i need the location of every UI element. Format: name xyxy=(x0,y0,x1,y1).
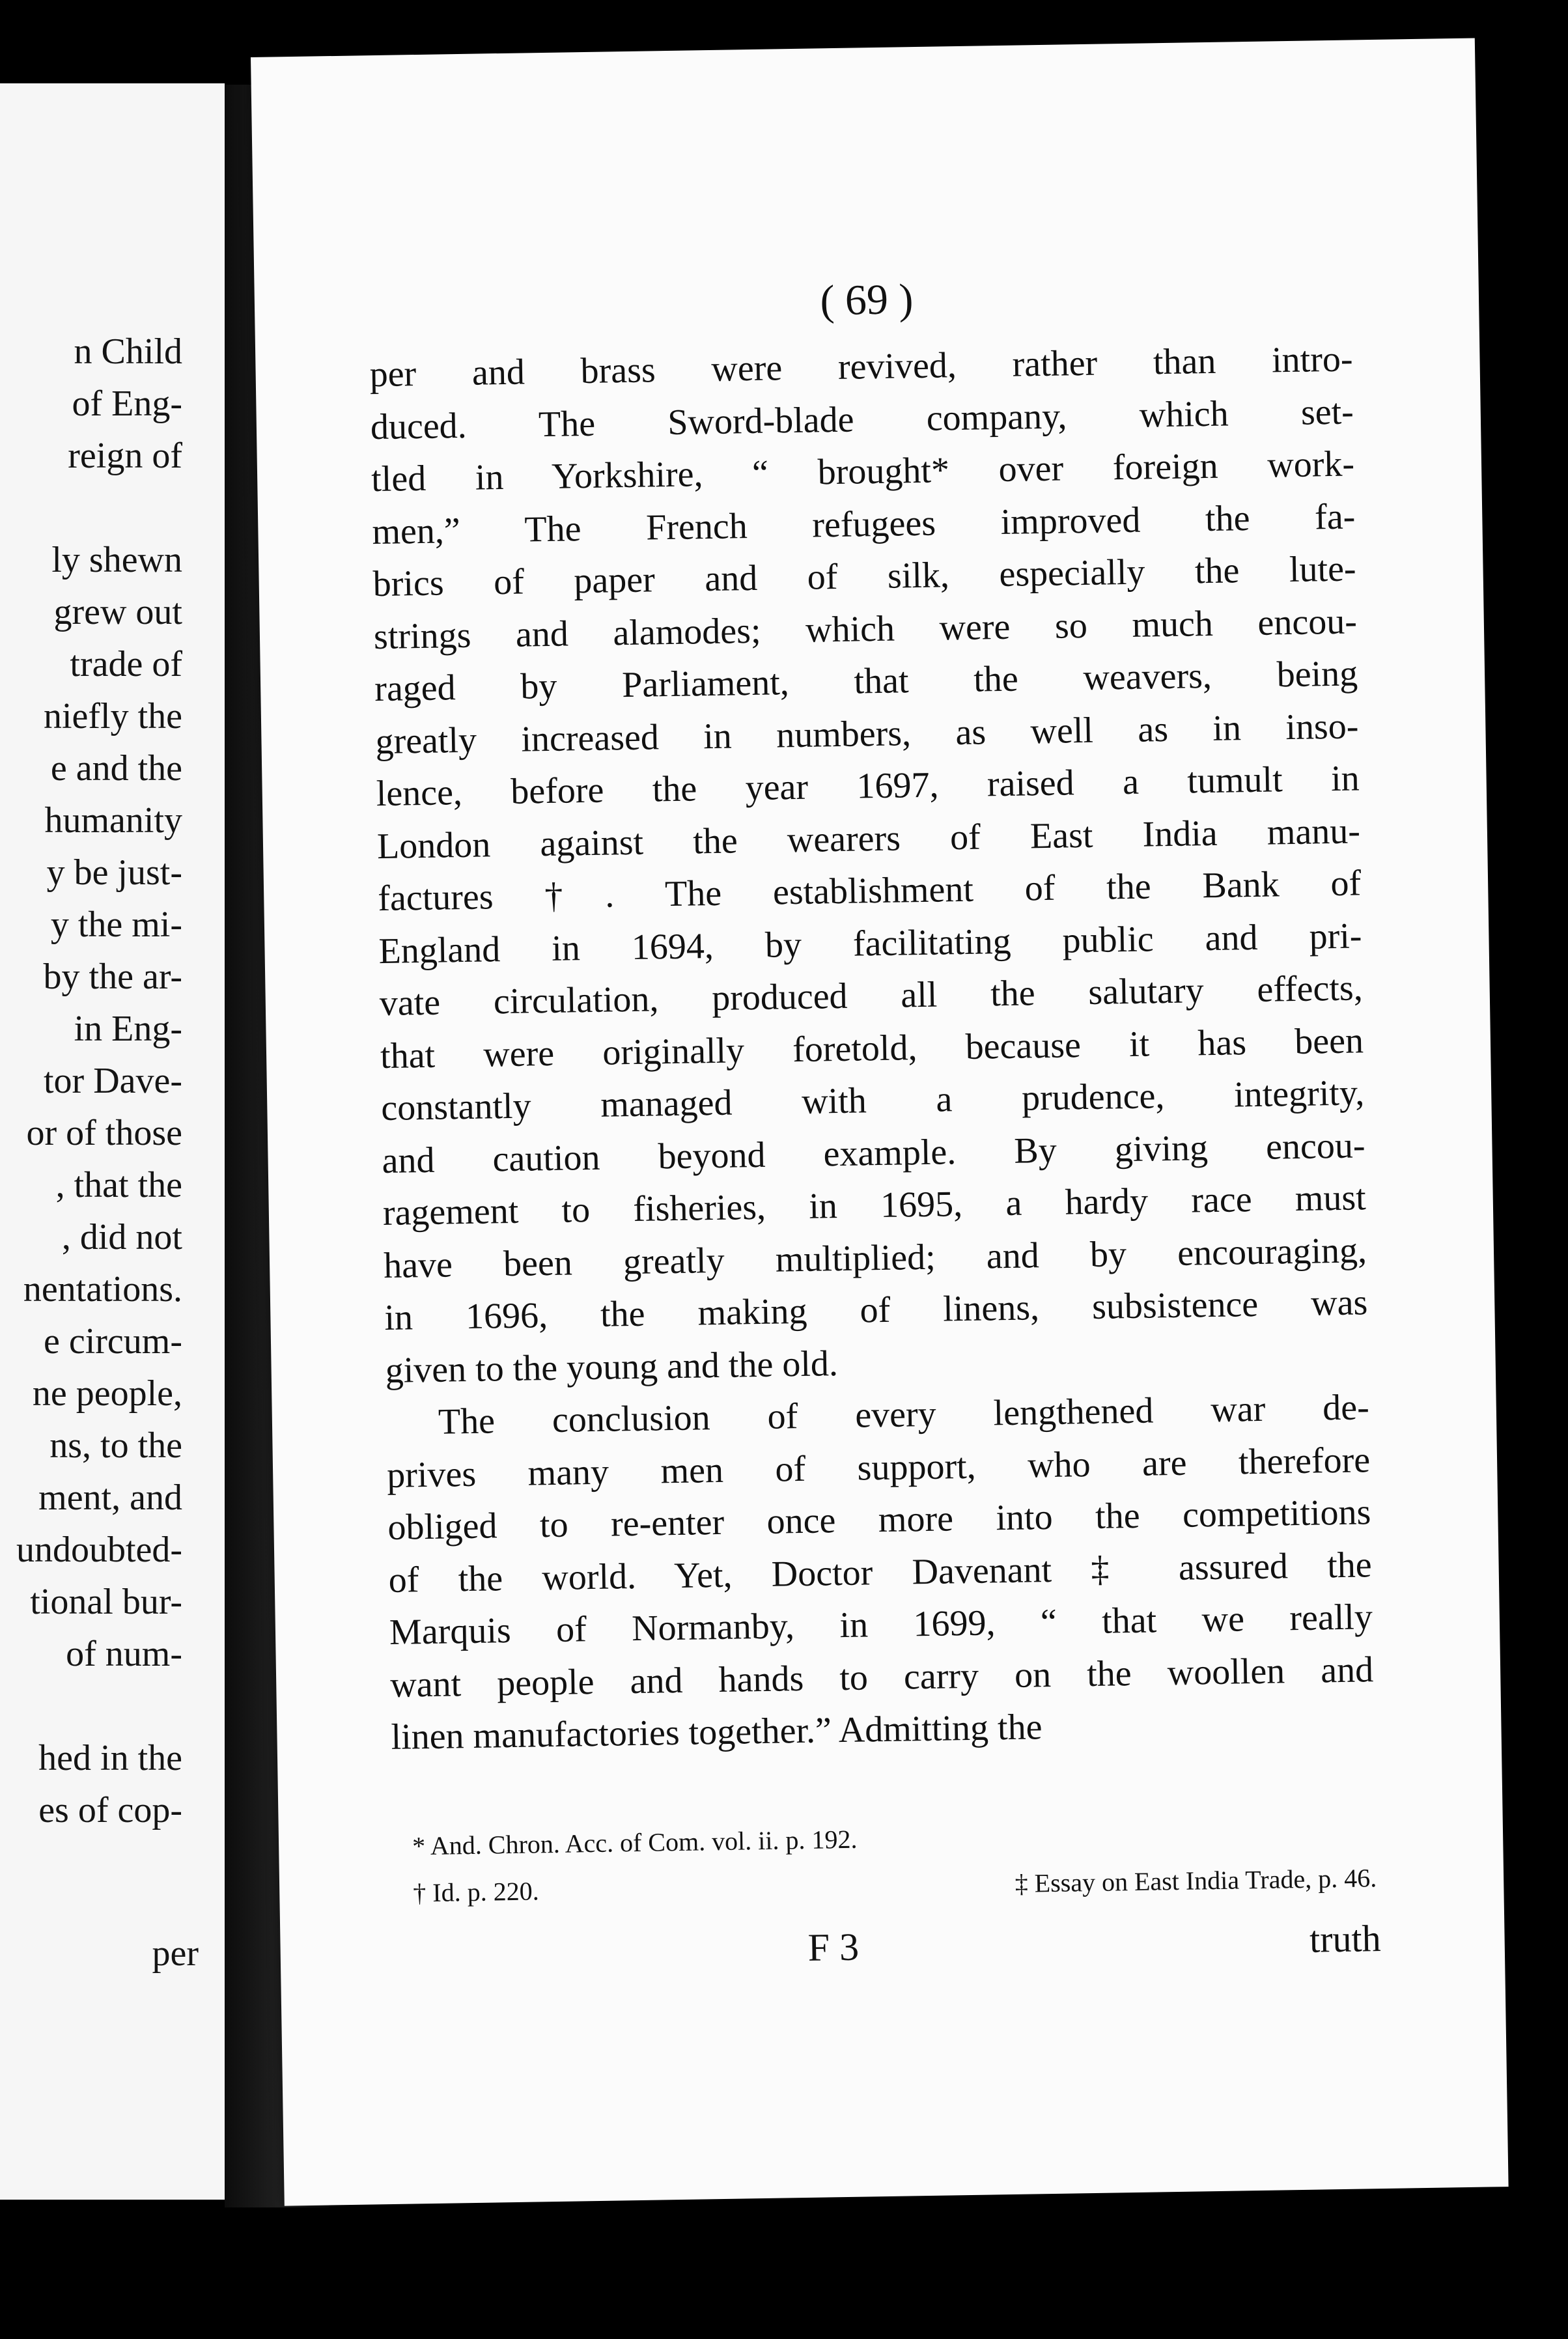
text-line: in 1696, the making of linens, subsistence was xyxy=(384,1282,1368,1339)
signature-mark: F 3 xyxy=(807,1925,860,1969)
text-line: factures †. The establishment of the Bank of xyxy=(377,863,1362,919)
text-line: tled in Yorkshire, “ brought* over foreign work- xyxy=(371,443,1355,500)
left-page-line: ment, and xyxy=(38,1478,182,1518)
text-line: Marquis of Normanby, in 1699, “ that we really xyxy=(389,1597,1373,1653)
left-page xyxy=(0,83,225,2200)
text-line: per and brass were revived, rather than intro- xyxy=(369,339,1353,395)
left-page-line: trade of xyxy=(70,644,182,684)
left-page-line: ns, to the xyxy=(49,1425,182,1466)
text-line: England in 1694, by facilitating public and pri- xyxy=(378,915,1362,972)
left-page-line: of num- xyxy=(66,1634,182,1674)
left-page-line: ne people, xyxy=(32,1373,182,1414)
text-line: lence, before the year 1697, raised a tumult in xyxy=(376,758,1360,815)
main-page xyxy=(251,38,1509,2206)
left-page-line: , did not xyxy=(61,1217,182,1257)
text-line: greatly increased in numbers, as well as in inso- xyxy=(375,705,1359,762)
text-line: raged by Parliament, that the weavers, being xyxy=(374,653,1358,710)
left-page-line: y be just- xyxy=(46,852,182,893)
text-line: given to the young and the old. xyxy=(385,1343,839,1391)
left-page-line: ly shewn xyxy=(51,540,182,580)
left-page-line: e and the xyxy=(50,748,182,789)
left-page-line: , that the xyxy=(55,1165,182,1205)
text-line: strings and alamodes; which were so much encou- xyxy=(373,600,1358,657)
footnote-1: * And. Chron. Acc. of Com. vol. ii. p. 192. xyxy=(412,1824,858,1861)
left-page-line: es of cop- xyxy=(38,1790,182,1830)
left-page-line: niefly the xyxy=(43,696,182,736)
text-line: vate circulation, produced all the salutary effects, xyxy=(379,968,1364,1024)
footnotes xyxy=(412,1808,1377,1916)
left-page-line: nentations. xyxy=(23,1269,182,1310)
text-line: ragement to fisheries, in 1695, a hardy race must xyxy=(382,1177,1367,1234)
footnote-3: ‡ Essay on East India Trade, p. 46. xyxy=(1015,1863,1377,1898)
body-text xyxy=(369,333,1375,1763)
text-line: of the world. Yet, Doctor Davenant ‡ assured the xyxy=(388,1544,1373,1601)
text-line: obliged to re-enter once more into the competitions xyxy=(387,1492,1371,1548)
text-line: that were originally foretold, because it has been xyxy=(380,1020,1364,1076)
text-line: The conclusion of every lengthened war de- xyxy=(438,1387,1370,1442)
left-page-text xyxy=(16,326,182,1836)
text-line: constantly managed with a prudence, integrity, xyxy=(380,1072,1365,1129)
text-line: London against the wearers of East India manu- xyxy=(376,810,1361,867)
text-line: have been greatly multiplied; and by encouraging, xyxy=(383,1229,1367,1286)
left-page-line: in Eng- xyxy=(74,1009,182,1049)
left-page-line: y the mi- xyxy=(50,904,182,945)
left-page-line: undoubted- xyxy=(16,1530,182,1570)
left-page-line xyxy=(16,1680,182,1732)
text-line: men,” The French refugees improved the fa- xyxy=(371,496,1356,552)
catchword: truth xyxy=(1309,1917,1382,1961)
left-page-line: reign of xyxy=(68,436,182,476)
left-page-line: or of those xyxy=(26,1113,182,1153)
left-page-line: of Eng- xyxy=(72,384,182,424)
left-page-line: by the ar- xyxy=(43,957,182,997)
page-number: ( 69 ) xyxy=(819,275,914,325)
text-line: prives many men of support, who are therefore xyxy=(386,1439,1371,1496)
left-page-line: n Child xyxy=(74,331,182,372)
left-page-line: tor Dave- xyxy=(43,1061,182,1101)
left-page-line: e circum- xyxy=(44,1321,182,1362)
left-page-line: humanity xyxy=(44,800,182,841)
left-page-line: grew out xyxy=(53,592,182,632)
left-page-line: hed in the xyxy=(38,1738,182,1778)
text-line: want people and hands to carry on the woollen and xyxy=(389,1649,1374,1705)
footnote-2: † Id. p. 220. xyxy=(412,1876,539,1908)
text-line: duced. The Sword-blade company, which set- xyxy=(370,391,1354,447)
left-page-line xyxy=(16,482,182,534)
text-line: linen manufactories together.” Admitting the xyxy=(391,1707,1043,1758)
text-line: brics of paper and of silk, especially the lute- xyxy=(372,548,1357,605)
left-page-line: tional bur- xyxy=(30,1582,182,1622)
left-page-catchword: per xyxy=(152,1933,199,1974)
text-line: and caution beyond example. By giving encou- xyxy=(382,1125,1365,1181)
